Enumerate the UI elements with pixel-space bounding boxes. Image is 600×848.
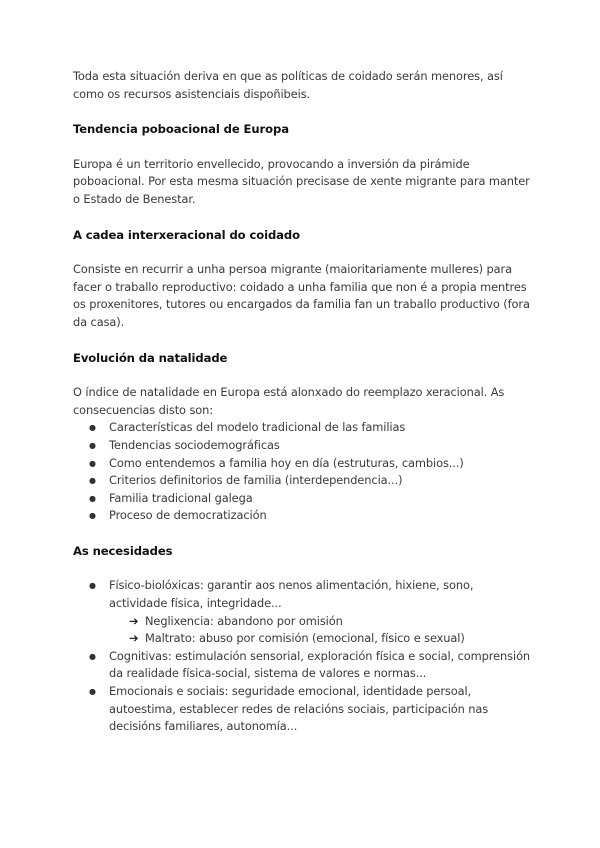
- sublist-item: [109, 613, 533, 631]
- list-item: ● Familia tradicional galega: [73, 490, 533, 508]
- heading-evolucion-natalidade: Evolución da natalidade: [73, 350, 228, 365]
- arrow-right-icon: ➔: [129, 613, 139, 628]
- list-item: ● Características del modelo tradicional de las familias: [73, 419, 533, 437]
- paragraph-evolucion-natalidade: O índice de natalidade en Europa está alonxado do reemplazo xeracional. As consecuencias disto son:: [73, 385, 505, 417]
- intro-paragraph: Toda esta situación deriva en que as políticas de coidado serán menores, así como os recursos asistenciais dispoñibeis.: [73, 69, 503, 101]
- sublist-item-text: Maltrato: abuso por comisión (emocional, físico e sexual): [145, 631, 465, 646]
- heading-tendencia-poboacional: Tendencia poboacional de Europa: [73, 122, 289, 137]
- document-page: [73, 68, 533, 736]
- paragraph-cadea-interxeracional: Consiste en recurrir a unha persoa migrante (maioritariamente mulleres) para facer o traballo reproductivo: coidado a unha familia que non é a propia mentres os proxenitores, tutores ou encargados da familia fan un traballo productivo (fora da casa).: [73, 262, 530, 329]
- list-item: ● Cognitivas: estimulación sensorial, exploración física e social, comprensión da realidade física-social, sistema de valores e normas...: [73, 648, 533, 683]
- list-item: ● Criterios definitorios de familia (interdependencia...): [73, 472, 533, 490]
- paragraph-tendencia-poboacional: Europa é un territorio envellecido, provocando a inversión da pirámide poboacional. Por esta mesma situación precisase de xente migrante para manter o Estado de Benestar.: [73, 156, 530, 206]
- list-item: ● Emocionais e sociais: seguridade emocional, identidade persoal, autoestima, establecer redes de relacións sociais, participación nas decisións familiares, autonomía...: [73, 683, 533, 736]
- list-item: ● Como entendemos a familia hoy en día (estruturas, cambios...): [73, 455, 533, 473]
- list-item: [73, 577, 533, 647]
- sublist-item: [109, 630, 533, 648]
- sublist-item-text: Neglixencia: abandono por omisión: [145, 613, 343, 628]
- necesidades-sublist: [109, 613, 533, 648]
- heading-cadea-interxeracional: A cadea interxeracional do coidado: [73, 227, 300, 242]
- list-item-text: Físico-biolóxicas: garantir aos nenos alimentación, hixiene, sono, actividade física, integridade...: [109, 578, 474, 611]
- natalidade-bullet-list: [73, 419, 533, 525]
- heading-necesidades: As necesidades: [73, 543, 173, 558]
- list-item: ● Proceso de democratización: [73, 507, 533, 525]
- list-item: ● Tendencias sociodemográficas: [73, 437, 533, 455]
- necesidades-bullet-list: [73, 577, 533, 735]
- arrow-right-icon: ➔: [129, 631, 139, 646]
